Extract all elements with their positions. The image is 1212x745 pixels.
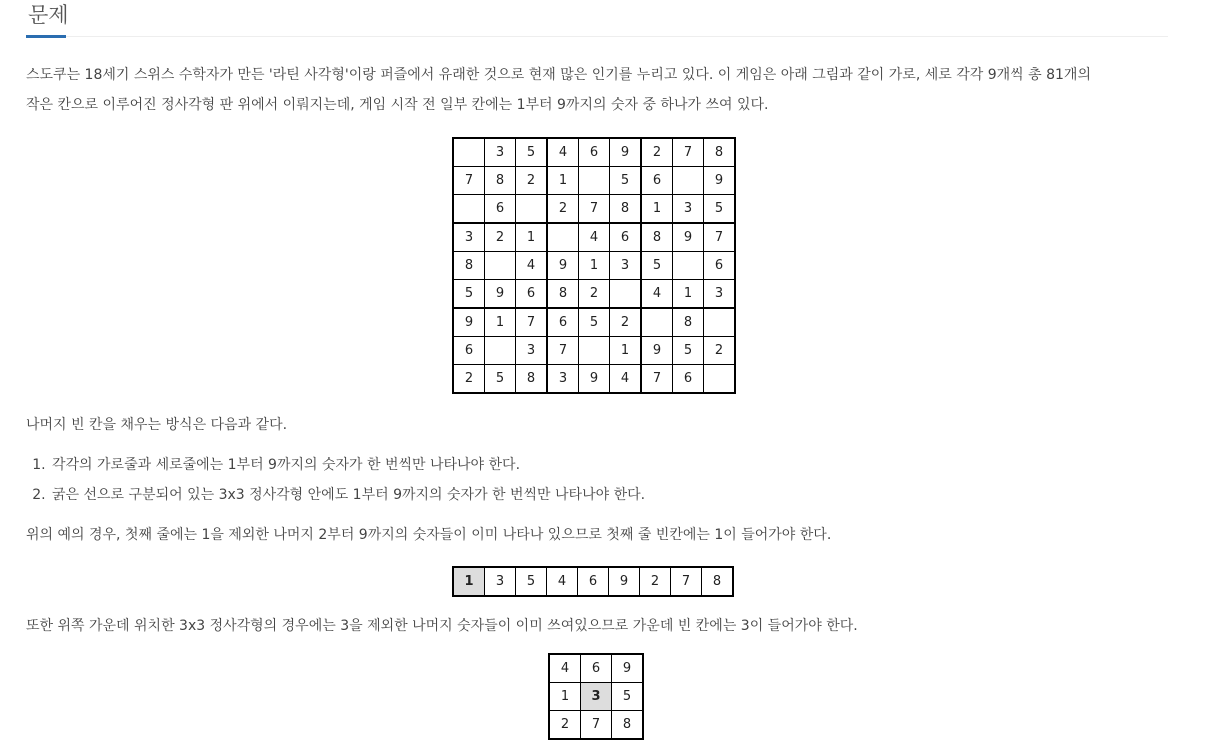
row-example-grid (452, 566, 734, 597)
grid-cell: 4 (641, 280, 673, 309)
grid-cell: 8 (702, 567, 734, 596)
grid-cell: 9 (612, 654, 644, 683)
grid-cell (704, 308, 736, 337)
grid-cell: 2 (549, 711, 581, 740)
example-text-1: 위의 예의 경우, 첫째 줄에는 1을 제외한 나머지 2부터 9까지의 숫자들이 이미 나타나 있으므로 첫째 줄 빈칸에는 1이 들어가야 한다. (26, 527, 832, 543)
example-text-2: 또한 위쪽 가운데 위치한 3x3 정사각형의 경우에는 3을 제외한 나머지 숫자들이 이미 쓰여있으므로 가운데 빈 칸에는 3이 들어가야 한다. (26, 618, 858, 634)
grid-cell: 8 (612, 711, 644, 740)
grid-cell: 3 (547, 365, 579, 394)
grid-row (453, 223, 735, 252)
grid-cell (673, 252, 704, 280)
grid-cell: 1 (516, 223, 548, 252)
grid-cell: 2 (610, 308, 642, 337)
problem-section (26, 0, 1168, 732)
grid-cell: 3 (581, 683, 612, 711)
grid-cell: 1 (453, 567, 485, 596)
grid-cell: 7 (579, 195, 610, 224)
grid-cell: 6 (704, 252, 736, 280)
grid-cell: 2 (704, 337, 736, 365)
section-title: 문제 (28, 3, 69, 27)
grid-cell: 5 (612, 683, 644, 711)
grid-row (549, 654, 643, 683)
grid-cell: 1 (485, 308, 516, 337)
grid-cell: 5 (673, 337, 704, 365)
grid-cell: 5 (704, 195, 736, 224)
grid-cell: 8 (704, 138, 736, 167)
grid-cell: 7 (673, 138, 704, 167)
grid-cell: 1 (641, 195, 673, 224)
grid-cell (579, 337, 610, 365)
grid-cell: 3 (673, 195, 704, 224)
grid-cell: 7 (641, 365, 673, 394)
rule-item-1: 1. 각각의 가로줄과 세로줄에는 1부터 9까지의 숫자가 한 번씩만 나타나야 한다. (50, 450, 645, 480)
grid-cell: 8 (673, 308, 704, 337)
grid-cell: 1 (579, 252, 610, 280)
grid-cell: 4 (579, 223, 610, 252)
grid-cell: 9 (485, 280, 516, 309)
grid-cell (453, 195, 485, 224)
grid-cell (547, 223, 579, 252)
grid-cell: 3 (610, 252, 642, 280)
grid-cell: 6 (578, 567, 609, 596)
grid-cell: 7 (547, 337, 579, 365)
grid-row (453, 252, 735, 280)
grid-cell (485, 337, 516, 365)
grid-cell: 3 (516, 337, 548, 365)
grid-cell: 6 (581, 654, 612, 683)
grid-cell: 6 (516, 280, 548, 309)
grid-row (453, 337, 735, 365)
grid-cell: 6 (610, 223, 642, 252)
grid-cell: 1 (673, 280, 704, 309)
title-underline (26, 35, 66, 38)
grid-cell: 7 (453, 167, 485, 195)
grid-cell: 6 (547, 308, 579, 337)
grid-cell (610, 280, 642, 309)
rule-item-2: 2. 굵은 선으로 구분되어 있는 3x3 정사각형 안에도 1부터 9까지의 숫자가 한 번씩만 나타나야 한다. (50, 480, 645, 510)
grid-cell: 1 (610, 337, 642, 365)
grid-cell: 2 (579, 280, 610, 309)
box-example-grid (548, 653, 644, 740)
grid-cell: 3 (453, 223, 485, 252)
grid-row (453, 308, 735, 337)
grid-cell: 2 (485, 223, 516, 252)
grid-cell: 9 (547, 252, 579, 280)
grid-row (453, 195, 735, 224)
grid-cell: 6 (453, 337, 485, 365)
grid-cell: 6 (673, 365, 704, 394)
grid-cell: 3 (485, 138, 516, 167)
grid-cell: 6 (641, 167, 673, 195)
grid-cell: 9 (673, 223, 704, 252)
grid-cell (579, 167, 610, 195)
grid-cell: 2 (547, 195, 579, 224)
grid-cell: 5 (610, 167, 642, 195)
grid-cell: 2 (641, 138, 673, 167)
grid-cell: 9 (609, 567, 640, 596)
grid-cell: 4 (549, 654, 581, 683)
grid-cell: 5 (579, 308, 610, 337)
grid-cell: 7 (671, 567, 702, 596)
grid-cell (516, 195, 548, 224)
grid-cell: 7 (704, 223, 736, 252)
grid-cell (453, 138, 485, 167)
grid-cell: 8 (547, 280, 579, 309)
grid-row (549, 683, 643, 711)
grid-cell: 8 (485, 167, 516, 195)
grid-cell: 5 (641, 252, 673, 280)
grid-cell (704, 365, 736, 394)
grid-cell: 9 (641, 337, 673, 365)
grid-cell: 7 (581, 711, 612, 740)
grid-cell (485, 252, 516, 280)
grid-cell: 4 (547, 138, 579, 167)
grid-cell: 6 (485, 195, 516, 224)
grid-cell: 2 (640, 567, 671, 596)
grid-row (453, 280, 735, 309)
grid-cell: 2 (453, 365, 485, 394)
grid-cell: 1 (547, 167, 579, 195)
grid-cell: 4 (547, 567, 578, 596)
grid-cell: 3 (704, 280, 736, 309)
grid-cell: 9 (610, 138, 642, 167)
grid-cell (673, 167, 704, 195)
grid-row (453, 167, 735, 195)
grid-row (453, 365, 735, 394)
grid-cell: 9 (453, 308, 485, 337)
grid-cell: 9 (579, 365, 610, 394)
grid-cell: 8 (610, 195, 642, 224)
grid-cell: 5 (453, 280, 485, 309)
grid-cell: 1 (549, 683, 581, 711)
grid-cell: 8 (641, 223, 673, 252)
grid-cell: 4 (516, 252, 548, 280)
grid-cell: 2 (516, 167, 548, 195)
grid-row (453, 138, 735, 167)
sudoku-grid (452, 137, 736, 394)
grid-cell: 4 (610, 365, 642, 394)
grid-row (549, 711, 643, 740)
section-header (26, 0, 1168, 37)
grid-cell: 8 (516, 365, 548, 394)
grid-cell: 8 (453, 252, 485, 280)
rules-intro: 나머지 빈 칸을 채우는 방식은 다음과 같다. (26, 417, 288, 433)
grid-cell (641, 308, 673, 337)
grid-cell: 7 (516, 308, 548, 337)
grid-cell: 5 (485, 365, 516, 394)
rules-list (26, 450, 645, 510)
intro-line-1: 스도쿠는 18세기 스위스 수학자가 만든 '라틴 사각형'이랑 퍼즐에서 유래한 것으로 현재 많은 인기를 누리고 있다. 이 게임은 아래 그림과 같이 가로, 세로 각각 9개씩 총 81개의 (26, 67, 1091, 83)
grid-cell: 5 (516, 567, 547, 596)
grid-row (453, 567, 733, 596)
grid-cell: 3 (485, 567, 516, 596)
grid-cell: 9 (704, 167, 736, 195)
grid-cell: 5 (516, 138, 548, 167)
grid-cell: 6 (579, 138, 610, 167)
intro-line-2: 작은 칸으로 이루어진 정사각형 판 위에서 이뤄지는데, 게임 시작 전 일부 칸에는 1부터 9까지의 숫자 중 하나가 쓰여 있다. (26, 97, 769, 113)
